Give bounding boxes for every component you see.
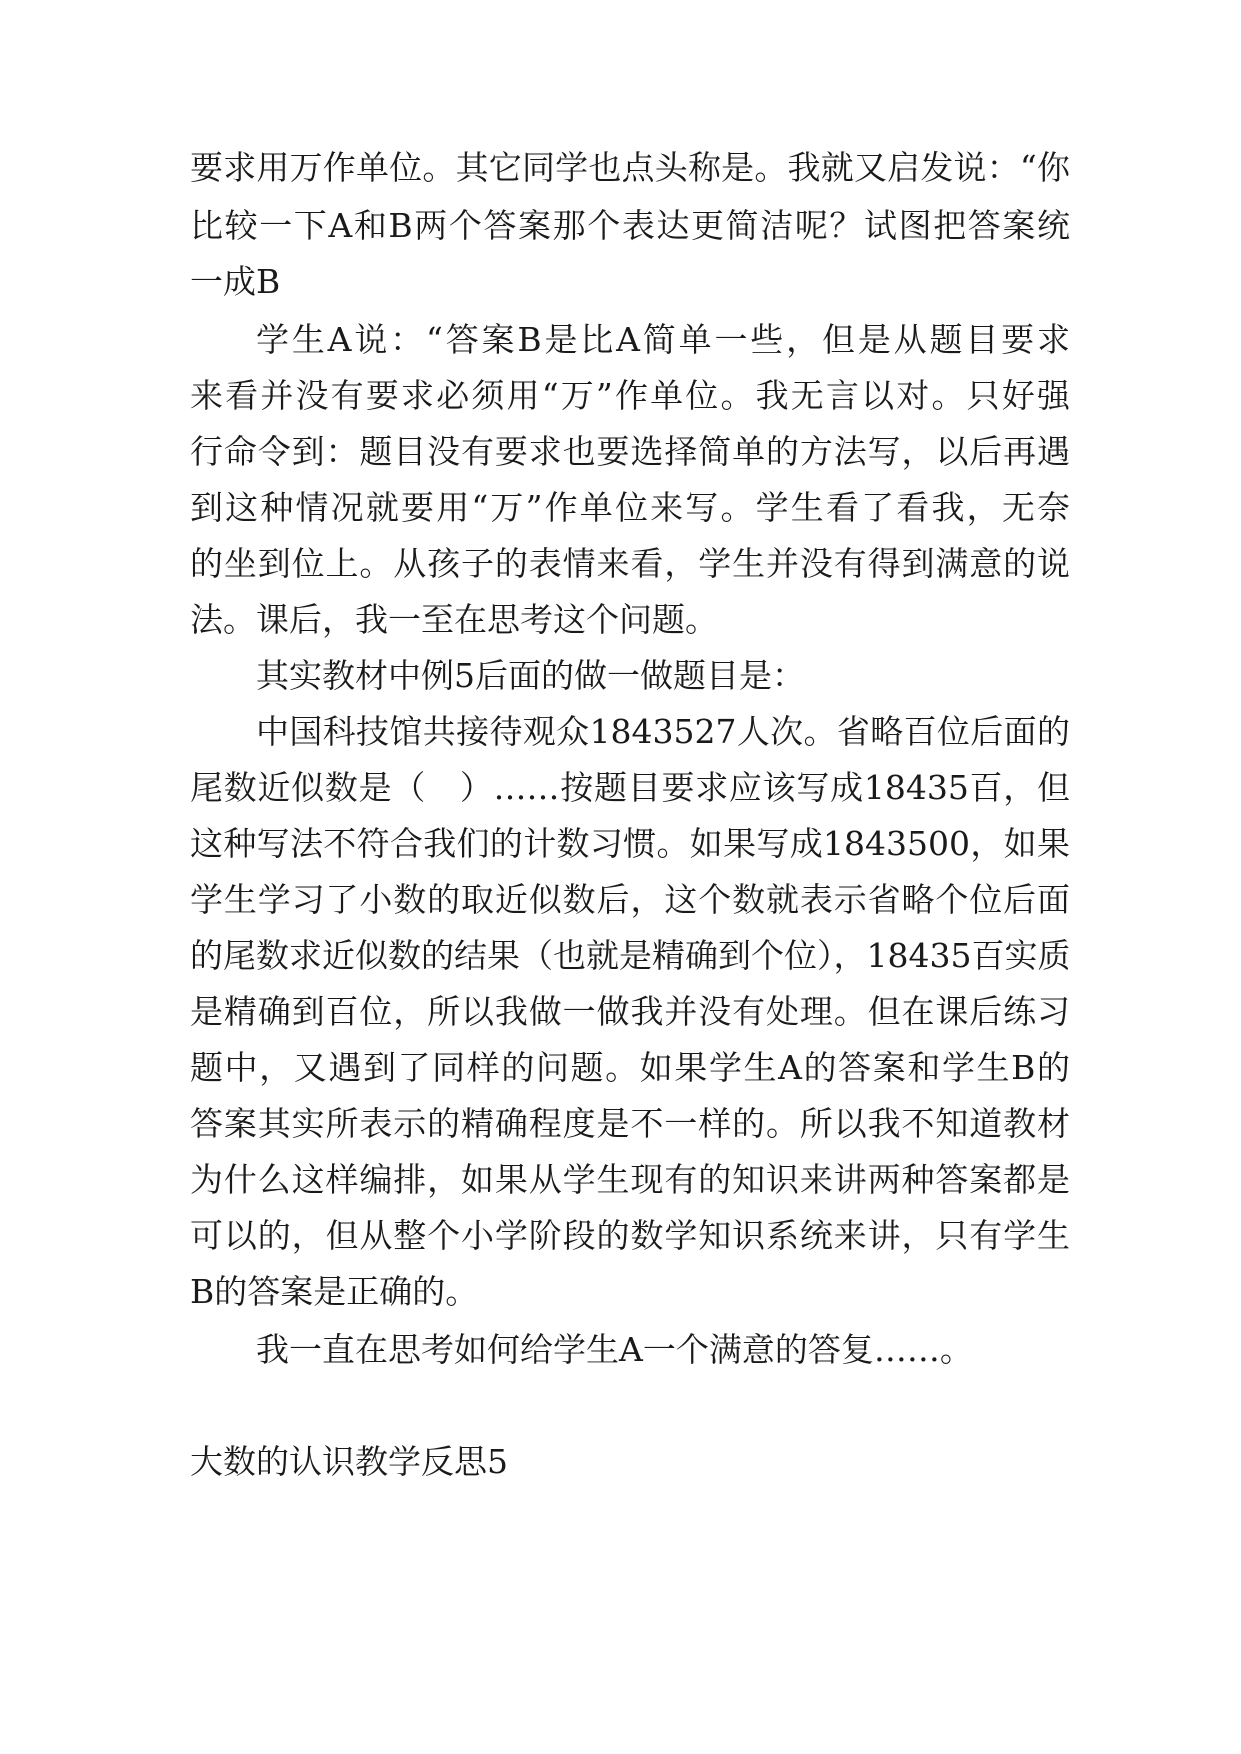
text-line: B的答案是正确的。 (190, 1272, 479, 1311)
text-line: 是精确到百位，所以我做一做我并没有处理。但在课后练习 (190, 992, 1070, 1031)
text-line: 学生学习了小数的取近似数后，这个数就表示省略个位后面 (190, 880, 1070, 919)
text-line: 的尾数求近似数的结果（也就是精确到个位），18435百实质 (190, 936, 1071, 975)
text-line: 法。课后，我一至在思考这个问题。 (190, 600, 718, 639)
section-heading: 大数的认识教学反思5 (190, 1442, 508, 1481)
text-line: 为什么这样编排，如果从学生现有的知识来讲两种答案都是 (190, 1160, 1070, 1199)
text-line: 一成B (190, 262, 281, 301)
text-line: 这种写法不符合我们的计数习惯。如果写成1843500，如果 (190, 824, 1070, 863)
text-line: 要求用万作单位。其它同学也点头称是。我就又启发说：“你 (190, 148, 1070, 187)
text-line: 题中，又遇到了同样的问题。如果学生A的答案和学生B的 (190, 1048, 1070, 1087)
text-line: 的坐到位上。从孩子的表情来看，学生并没有得到满意的说 (190, 544, 1070, 583)
text-line: 中国科技馆共接待观众1843527人次。省略百位后面的 (256, 712, 1070, 751)
text-line: 答案其实所表示的精确程度是不一样的。所以我不知道教材 (190, 1104, 1070, 1143)
text-line: 我一直在思考如何给学生A一个满意的答复……。 (256, 1330, 973, 1369)
text-line: 到这种情况就要用“万”作单位来写。学生看了看我，无奈 (190, 488, 1070, 527)
text-line: 来看并没有要求必须用“万”作单位。我无言以对。只好强 (190, 376, 1070, 415)
text-line: 学生A说：“答案B是比A简单一些，但是从题目要求 (256, 320, 1070, 359)
text-line: 尾数近似数是（ ）……按题目要求应该写成18435百，但 (190, 768, 1070, 807)
text-line: 可以的，但从整个小学阶段的数学知识系统来讲，只有学生 (190, 1216, 1070, 1255)
text-line: 行命令到：题目没有要求也要选择简单的方法写，以后再遇 (190, 432, 1070, 471)
text-line: 比较一下A和B两个答案那个表达更简洁呢？试图把答案统 (190, 206, 1070, 245)
text-line: 其实教材中例5后面的做一做题目是： (256, 656, 805, 695)
